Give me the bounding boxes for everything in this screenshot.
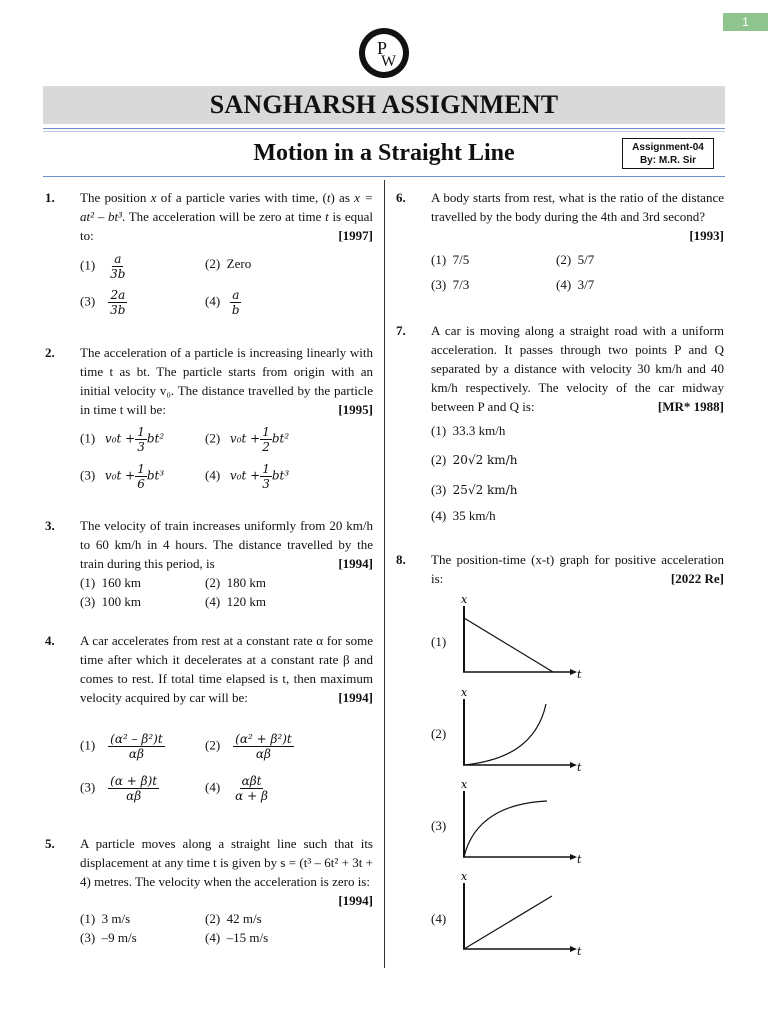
q2-option-1[interactable]: (1) v₀t + $\frac{1}{3}$ bt² — [80, 425, 165, 454]
question-year: [1994] — [338, 893, 373, 908]
q1-option-3[interactable]: (3) $\frac{2a}{3b}$ — [80, 288, 126, 317]
q1-option-2[interactable]: (2) Zero — [205, 256, 252, 271]
graph-x-label: t — [577, 761, 582, 774]
question-text: The position x of a particle varies with time, (t) as x = at² – bt³. The acceleration will be zero at time t is equal to: [1997] — [80, 190, 373, 243]
q3-option-1[interactable]: (1) 160 km — [80, 575, 142, 590]
graph-y-label: x — [461, 593, 468, 606]
question-year: [1995] — [338, 402, 373, 417]
question-text: The velocity of train increases uniformly from 20 km/h to 60 km/h in 4 hours. The distance travelled by the train during this period, is [1994] — [80, 518, 373, 571]
q2-option-4[interactable]: (4) v₀t + $\frac{1}{3}$ bt³ — [205, 462, 290, 491]
question-text: A car accelerates from rest at a constant rate α for some time after which it decelerates at a constant rate β and comes to rest. If total time elapsed is t, then maximum velocity acquired by car will be: [1994] — [80, 633, 373, 705]
question-number: 8. — [396, 552, 406, 567]
q3-option-2[interactable]: (2) 180 km — [205, 575, 267, 590]
question-year: [1997] — [338, 228, 373, 243]
page-number: 1 — [723, 13, 768, 31]
question-number: 7. — [396, 323, 406, 338]
pw-logo — [358, 27, 410, 79]
q4-option-4[interactable]: (4) $\frac{\text{αβt}}{\alpha + \beta}$ — [205, 774, 268, 803]
question-year: [1994] — [338, 690, 373, 705]
graph-y-label: x — [461, 778, 468, 791]
question-year: [MR* 1988] — [657, 399, 724, 414]
column-divider — [384, 180, 385, 968]
q5-option-3[interactable]: (3) –9 m/s — [80, 930, 137, 945]
question-year: [1994] — [338, 556, 373, 571]
q7-option-4[interactable]: (4) 35 km/h — [431, 508, 496, 523]
q8-graph-1[interactable] — [455, 592, 585, 682]
question-number: 5. — [45, 836, 55, 851]
question-text: A car is moving along a straight road with a uniform acceleration. It passes through two points P and Q separated by a distance with velocity 30 km/h and 40 km/h respectively. The velocity of the car midway between P and Q is: [MR* 1988] — [431, 323, 724, 414]
q2-option-2[interactable]: (2) v₀t + $\frac{1}{2}$ bt² — [205, 425, 290, 454]
question-number: 2. — [45, 345, 55, 360]
q6-option-1[interactable]: (1) 7/5 — [431, 252, 470, 267]
title-rule — [43, 176, 725, 177]
q2-option-3[interactable]: (3) v₀t + $\frac{1}{6}$ bt³ — [80, 462, 165, 491]
q4-option-1[interactable]: (1) $\frac{\text{(α² – β²)t}}{\alpha\beta}$ — [80, 732, 163, 761]
assignment-number: Assignment-04 — [632, 142, 704, 153]
q7-option-1[interactable]: (1) 33.3 km/h — [431, 423, 506, 438]
q4-option-2[interactable]: (2) $\frac{\text{(α² + β²)t}}{\alpha\beta}$ — [205, 732, 292, 761]
q6-option-3[interactable]: (3) 7/3 — [431, 277, 470, 292]
header-rule-light — [43, 131, 725, 132]
banner-title: SANGHARSH ASSIGNMENT — [209, 90, 559, 119]
q3-option-4[interactable]: (4) 120 km — [205, 594, 267, 609]
logo-letter-w: W — [381, 53, 397, 70]
q8-option-2[interactable]: (2) — [431, 726, 447, 741]
q5-option-4[interactable]: (4) –15 m/s — [205, 930, 269, 945]
assignment-box — [622, 138, 714, 169]
question-text: A body starts from rest, what is the ratio of the distance travelled by the body during the 4th and 3rd second? [1993] — [431, 190, 724, 243]
q5-option-1[interactable]: (1) 3 m/s — [80, 911, 131, 926]
question-text: The acceleration of a particle is increasing linearly with time t as bt. The particle starts from origin with an initial velocity v₀. The distance travelled by the particle in time t will be: [1995] — [80, 345, 373, 417]
logo-letter-p: P — [377, 38, 388, 58]
q1-option-4[interactable]: (4) $\frac{a}{b}$ — [205, 288, 240, 317]
question-number: 4. — [45, 633, 55, 648]
question-number: 1. — [45, 190, 55, 205]
graph-y-label: x — [461, 870, 468, 883]
banner — [43, 86, 725, 124]
question-year: [1993] — [689, 228, 724, 243]
q8-graph-2[interactable] — [455, 685, 585, 775]
graph-x-label: t — [577, 668, 582, 681]
q8-graph-4[interactable] — [455, 869, 585, 959]
graph-x-label: t — [577, 853, 582, 866]
chapter-title: Motion in a Straight Line — [253, 140, 515, 166]
assignment-author: By: M.R. Sir — [639, 155, 697, 166]
question-number: 3. — [45, 518, 55, 533]
q7-option-3[interactable]: (3) 25√2 km/h — [431, 482, 518, 497]
q5-option-2[interactable]: (2) 42 m/s — [205, 911, 262, 926]
question-year: [2022 Re] — [670, 571, 724, 586]
q1-option-1[interactable]: (1) $\frac{a}{3b}$ — [80, 252, 126, 281]
graph-x-label: t — [577, 945, 582, 958]
question-text: A particle moves along a straight line such that its displacement at any time t is given by s = (t³ – 6t² + 3t + 4) metres. The velocity when the acceleration is zero is: [1994] — [80, 836, 373, 908]
q8-graph-3[interactable] — [455, 777, 585, 867]
question-number: 6. — [396, 190, 406, 205]
question-text: The position-time (x-t) graph for positive acceleration is: [2022 Re] — [431, 552, 724, 586]
q4-option-3[interactable]: (3) $\frac{(\alpha + \beta)t}{\alpha\beta}$ — [80, 774, 158, 803]
q3-option-3[interactable]: (3) 100 km — [80, 594, 142, 609]
graph-y-label: x — [461, 686, 468, 699]
q6-option-4[interactable]: (4) 3/7 — [556, 277, 595, 292]
q6-option-2[interactable]: (2) 5/7 — [556, 252, 595, 267]
q8-option-3[interactable]: (3) — [431, 818, 447, 833]
q7-option-2[interactable]: (2) 20√2 km/h — [431, 452, 518, 467]
q8-option-1[interactable]: (1) — [431, 634, 447, 649]
q8-option-4[interactable]: (4) — [431, 911, 447, 926]
header-rule — [43, 128, 725, 129]
